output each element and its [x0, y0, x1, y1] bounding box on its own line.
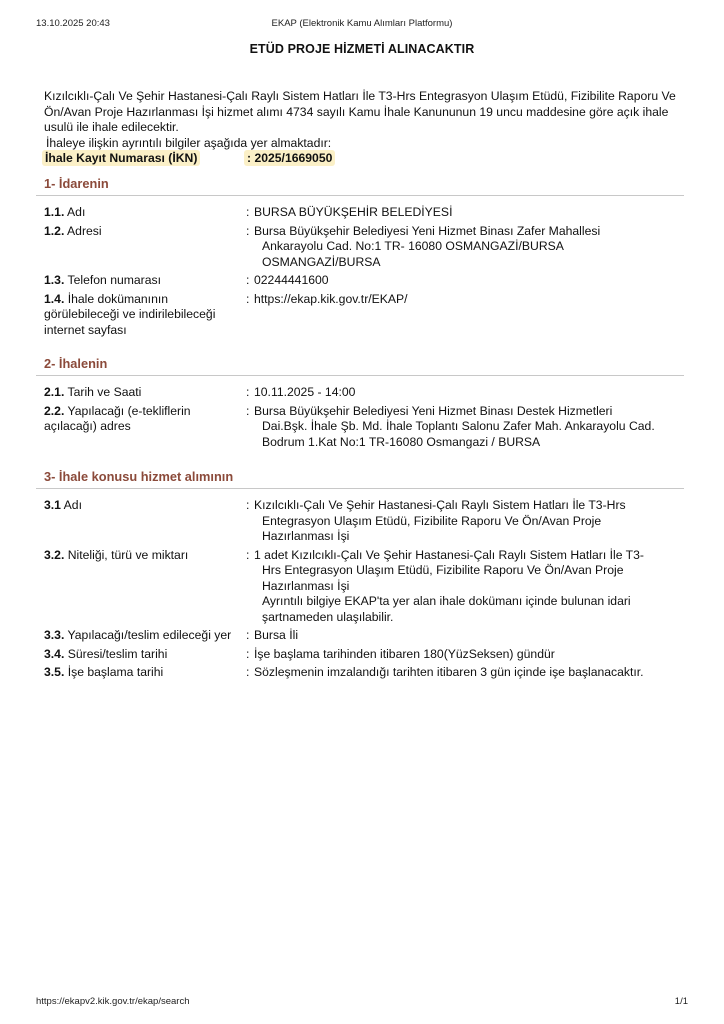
info-row: 3.1 Adı : Kızılcıklı-Çalı Ve Şehir Hastanesi-Çalı Raylı Sistem Hatları İle T3-Hrs Entegrasyon Ulaşım Etüdü, Fizibilite Raporu Ve Ön/Avan Proje Hazırlanması İşi	[36, 498, 684, 545]
info-row: 3.3. Yapılacağı/teslim edileceği yer : Bursa İli	[44, 628, 299, 642]
print-header	[36, 18, 688, 32]
info-row: 3.4. Süresi/teslim tarihi : İşe başlama tarihinden itibaren 180(YüzSeksen) gündür	[44, 646, 555, 661]
row-value: Bursa Büyükşehir Belediyesi Yeni Hizmet Binası Destek Hizmetleri	[254, 403, 613, 418]
info-row: 1.4. İhale dokümanının görülebileceği ve indirilebileceği internet sayfası : https://ekap.kik.gov.tr/EKAP/	[44, 291, 408, 337]
section-hizmet	[36, 468, 684, 684]
info-row: 2.1. Tarih ve Saati : 10.11.2025 - 14:00	[44, 385, 356, 399]
section-ihale	[36, 355, 684, 453]
document-title: ETÜD PROJE HİZMETİ ALINACAKTIR	[249, 42, 475, 56]
intro-paragraph	[44, 89, 684, 151]
row-value: Bursa İli	[254, 628, 299, 642]
info-row: 1.2. Adresi : Bursa Büyükşehir Belediyesi Yeni Hizmet Binası Zafer Mahallesi Ankarayolu Cad. No:1 TR- 16080 OSMANGAZİ/BURSA OSMANGAZİ/BURSA	[36, 224, 684, 271]
row-value-cont: Hrs Entegrasyon Ulaşım Etüdü, Fizibilite Raporu Ve Ön/Avan Proje Hazırlanması İşi Ayrıntılı bilgiye EKAP'ta yer alan ihale dokümanı içinde bulunan idari şartnameden ulaşılabilir.	[262, 563, 631, 624]
print-footer	[36, 996, 688, 1010]
print-timestamp: 13.10.2025 20:43	[36, 18, 110, 29]
section-title: 2- İhalenin	[44, 356, 108, 371]
print-url: https://ekapv2.kik.gov.tr/ekap/search	[36, 996, 190, 1007]
row-value: https://ekap.kik.gov.tr/EKAP/	[254, 291, 408, 306]
row-value-cont: Entegrasyon Ulaşım Etüdü, Fizibilite Raporu Ve Ön/Avan Proje Hazırlanması İşi	[262, 513, 602, 543]
row-value: Sözleşmenin imzalandığı tarihten itibaren 3 gün içinde işe başlanacaktır.	[254, 665, 644, 679]
row-value-cont: Dai.Bşk. İhale Şb. Md. İhale Toplantı Salonu Zafer Mah. Ankarayolu Cad. Bodrum 1.Kat No:1 TR-16080 Osmangazi / BURSA	[262, 419, 655, 449]
row-value: 1 adet Kızılcıklı-Çalı Ve Şehir Hastanesi-Çalı Raylı Sistem Hatları İle T3-	[254, 547, 644, 562]
ikn-value: : 2025/1669050	[244, 150, 335, 166]
info-row: 3.5. İşe başlama tarihi : Sözleşmenin imzalandığı tarihten itibaren 3 gün içinde işe başlanacaktır.	[44, 665, 644, 679]
info-row: 1.3. Telefon numarası : 02244441600	[44, 273, 329, 287]
intro-text: Kızılcıklı-Çalı Ve Şehir Hastanesi-Çalı Raylı Sistem Hatları İle T3-Hrs Entegrasyon Ulaşım Etüdü, Fizibilite Raporu Ve Ön/Avan Proje Hazırlanması İşi hizmet alımı 4734 sayılı Kamu İhale Kanununun 19 uncu maddesine göre açık ihale usulü ile ihale edilecektir.	[44, 89, 676, 134]
print-page-title: EKAP (Elektronik Kamu Alımları Platformu)	[271, 18, 453, 29]
intro-subtext: İhaleye ilişkin ayrıntılı bilgiler aşağıda yer almaktadır:	[46, 135, 332, 150]
section-idare	[36, 175, 684, 341]
info-row: 3.2. Niteliği, türü ve miktarı : 1 adet Kızılcıklı-Çalı Ve Şehir Hastanesi-Çalı Raylı Sistem Hatları İle T3- Hrs Entegrasyon Ulaşım Etüdü, Fizibilite Raporu Ve Ön/Avan Proje Hazırlanması İşi Ayrıntılı bilgiye EKAP'ta yer alan ihale dokümanı içinde bulunan idari şartnameden ulaşılabilir.	[36, 548, 684, 626]
ikn-label: İhale Kayıt Numarası (İKN)	[42, 150, 200, 166]
page-number: 1/1	[674, 996, 688, 1007]
row-value-cont: Ankarayolu Cad. No:1 TR- 16080 OSMANGAZİ/BURSA OSMANGAZİ/BURSA	[262, 239, 564, 269]
row-value: BURSA BÜYÜKŞEHİR BELEDİYESİ	[254, 205, 453, 219]
section-title: 1- İdarenin	[44, 176, 109, 191]
info-row: 1.1. Adı : BURSA BÜYÜKŞEHİR BELEDİYESİ	[44, 205, 453, 219]
row-value: İşe başlama tarihinden itibaren 180(YüzSeksen) gündür	[254, 646, 555, 661]
row-value: Bursa Büyükşehir Belediyesi Yeni Hizmet Binası Zafer Mahallesi	[254, 223, 601, 238]
info-row: 2.2. Yapılacağı (e-tekliflerin açılacağı) adres : Bursa Büyükşehir Belediyesi Yeni Hizmet Binası Destek Hizmetleri Dai.Bşk. İhale Şb. Md. İhale Toplantı Salonu Zafer Mah. Ankarayolu Cad. Bodrum 1.Kat No:1 TR-16080 Osmangazi / BURSA	[36, 404, 684, 451]
section-title: 3- İhale konusu hizmet alımının	[44, 469, 234, 484]
row-value: 02244441600	[254, 273, 329, 287]
row-value: Kızılcıklı-Çalı Ve Şehir Hastanesi-Çalı Raylı Sistem Hatları İle T3-Hrs	[254, 498, 626, 512]
row-value: 10.11.2025 - 14:00	[254, 385, 356, 399]
